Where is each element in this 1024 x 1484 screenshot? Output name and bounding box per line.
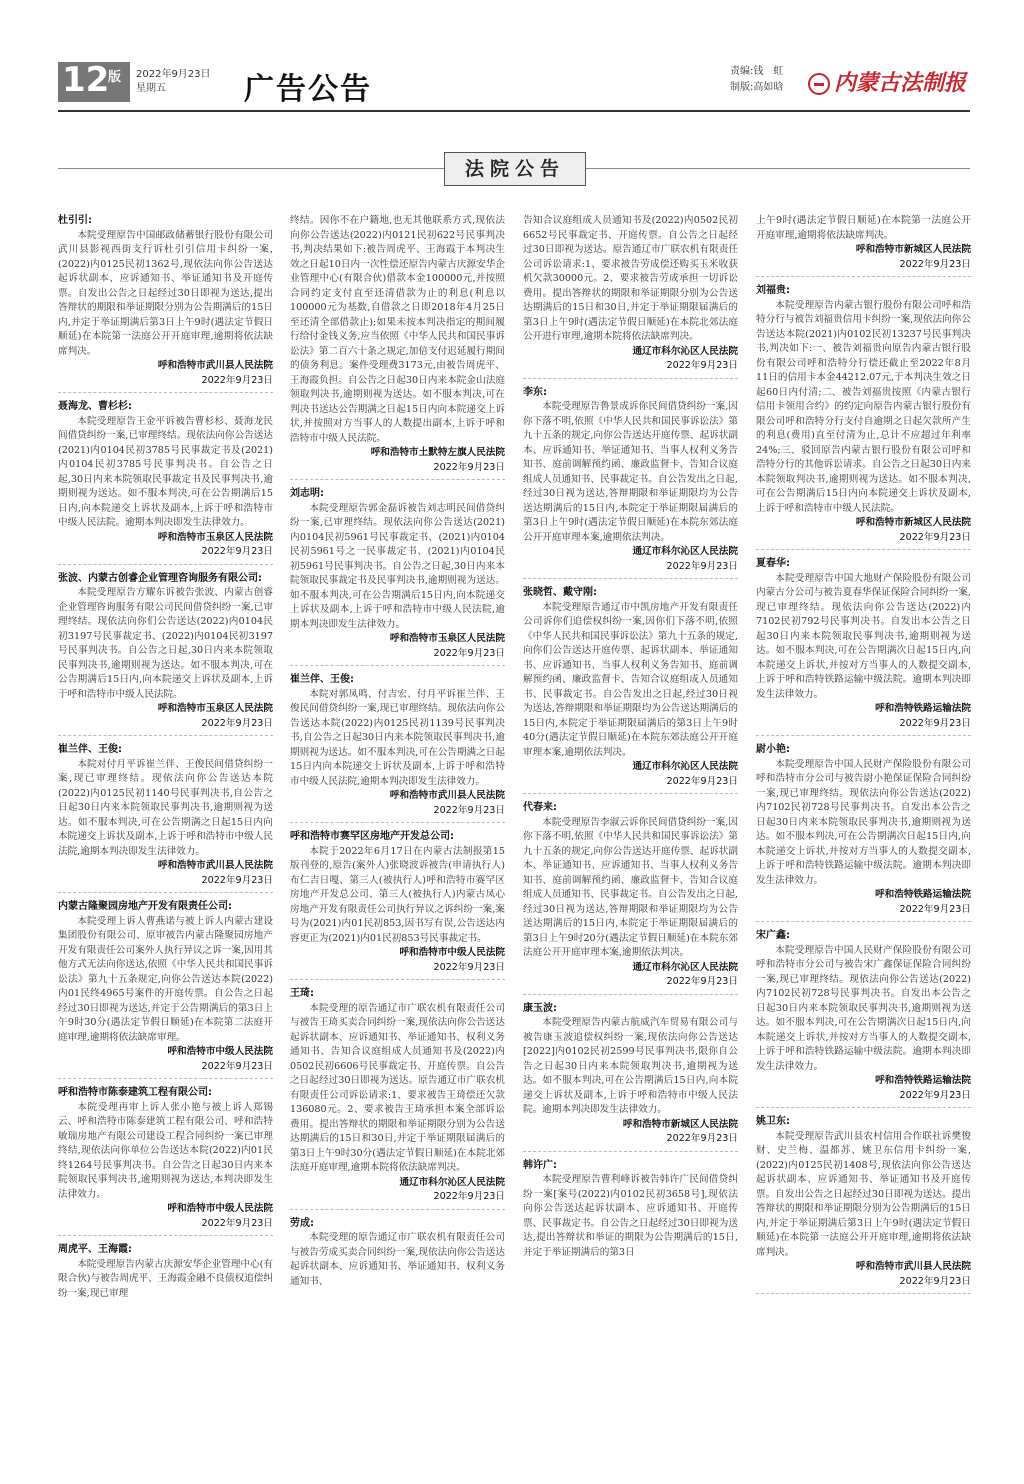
notice-addressee: 宋广鑫: (756, 930, 790, 941)
notice-court: 呼和浩特市新城区人民法院 (855, 244, 971, 255)
notice-addressee: 代春来: (523, 802, 557, 813)
column-3 (523, 214, 738, 1476)
logo-mark-icon (808, 73, 830, 95)
notice-court: 呼和浩特市中级人民法院 (167, 1203, 273, 1214)
court-notice (290, 1217, 505, 1290)
page-number-box (58, 62, 130, 102)
notice-body: 本院受理原告郭金磊诉被告刘志明民间借贷纠纷一案,已审理终结。现依法向你公告送达(2021)内0104民初5961号民事裁定书、(2021)内0104民初5961号之一民事裁定书、(2021)内0104民初5961号民事判决书。自公告之日起,30日内来本院领取民事裁定书及民事判决书,逾期则视为送达。如不服本判决,可在公告期满后15日内,向本院递交上诉状及副本,上诉于呼和浩特市中级人民法院,逾期本判决即发生法律效力。 (290, 502, 505, 630)
notice-court: 呼和浩特市土默特左旗人民法院 (370, 447, 505, 458)
notice-addressee: 崔兰伴、王俊: (290, 674, 354, 685)
notice-date: 2022年9月23日 (433, 461, 505, 473)
notice-date: 2022年9月23日 (433, 804, 505, 816)
notice-court: 呼和浩特市武川县人民法院 (157, 860, 273, 871)
notice-divider (756, 1107, 971, 1109)
notice-court: 呼和浩特铁路运输法院 (875, 889, 971, 900)
notice-addressee: 夏春华: (756, 558, 790, 569)
court-notice (523, 386, 738, 575)
notice-body: 本院对郭凤鸣、付吉宏、付月平诉崔兰伴、王俊民间借贷纠纷一案,现已审理终结。现依法向你公告送达本院(2022)内0125民初1139号民事判决书,自公告之日起30日内来本院领取民事判决书,逾期则视为送达。如不服本判决,可在公告期满之日起15日内向本院递交上诉状及副本,上诉于呼和浩特市中级人民法院,逾期本判决即发生法律效力。 (290, 688, 505, 787)
court-notice (756, 743, 971, 917)
court-notice (756, 557, 971, 731)
notice-date: 2022年9月23日 (201, 717, 273, 729)
notice-court: 呼和浩特市玉泉区人民法院 (157, 703, 273, 714)
newspaper-name: 内蒙古法制报 (834, 70, 967, 96)
producer: 制版:高如晗 (730, 82, 784, 93)
court-notice (523, 214, 738, 374)
notice-body: 本院受理原告内蒙古庆源安华企业管理中心(有限合伙)与被告周虎平、王海霞金融不良债权追偿纠纷一案,现已审理 (58, 1258, 273, 1299)
notice-date: 2022年9月23日 (899, 717, 971, 729)
notice-date: 2022年9月23日 (201, 874, 273, 886)
notice-body: 本院受理上诉人曹燕诺与被上诉人内蒙古建设集团股份有限公司、原审被告内蒙古隆聚园房地产开发有限责任公司案外人执行异议之诉一案,因用其他方式无法向你送达,依照《中华人民共和国民事诉讼法》第九十五条规定,向你公告送达本院(2022)内01民终4965号案件的开庭传票。自公告之日起经过30日即视为送达,并定于公告期满后的第3日上午9时30分(遇法定节假日顺延)在本院第二法庭开庭审理,逾期将依法缺席审理。 (58, 915, 273, 1043)
header-rule (58, 110, 970, 112)
column-2 (290, 214, 505, 1476)
court-notice (290, 987, 505, 1205)
notice-date: 2022年9月23日 (899, 1089, 971, 1101)
court-notice (756, 284, 971, 545)
court-notice (58, 743, 273, 888)
section-title: 广告公告 (244, 72, 372, 107)
notice-divider (290, 479, 505, 481)
court-notice (756, 214, 971, 272)
notice-court: 呼和浩特市新城区人民法院 (855, 517, 971, 528)
notice-court: 呼和浩特市武川县人民法院 (855, 1261, 971, 1272)
notice-addressee: 劳成: (290, 1217, 314, 1229)
notice-divider (290, 665, 505, 667)
notice-court: 通辽市科尔沁区人民法院 (632, 761, 738, 772)
notice-body: 本院于2022年6月17日在内蒙古法制报第15版刊登的,原告(案外人)张晓波诉被告(申请执行人)布仁吉日嘎、第三人(被执行人)呼和浩特市赛罕区房地产开发总公司、第三人(被执行人)内蒙古凤心房地产开发有限责任公司执行异议之诉纠纷一案,案号为(2021)内01民初853,因书写有误,公告送达内容更正为(2021)内01民初853号民事裁定书。 (290, 845, 505, 944)
notice-body: 告知合议庭组成人员通知书及(2022)内0502民初6652号民事裁定书、开庭传票。自公告之日起经过30日即视为送达。原告通辽市广联农机有限责任公司诉讼请求:1、要求被告劳成偿还购买玉米收获机欠款30000元。2、要求被告劳成承担一切诉讼费用。提出答辩状的期限和举证期限分别为公告送达期满后的15日和30日,并定于举证期限届满后的第3日上午9时(遇法定节假日顺延)在本院北郊法庭公开进行审理,逾期本院将依法缺席判决。 (523, 215, 738, 342)
notice-addressee: 呼和浩特市陈泰建筑工程有限公司: (58, 1087, 212, 1098)
notice-divider (523, 994, 738, 996)
notice-addressee: 张波、内蒙古创睿企业管理咨询服务有限公司: (58, 572, 262, 584)
notice-body: 本院受理原告内蒙古银行股份有限公司呼和浩特分行与被告刘福贵信用卡纠纷一案,现依法向你公告送达本院(2021)内0102民初13237号民事判决书,判决如下:一、被告刘福贵向原告内蒙古银行股份有限公司呼和浩特分行偿还截止至2022年8月11日的信用卡本金44212.07元,于本判决生效之日起60日内付清;二、被告刘福贵按照《内蒙古银行信用卡领用合约》的约定向原告内蒙古银行股份有限公司呼和浩特分行支付自逾期之日起欠款所产生的利息(费用)直至付清为止,总计不应超过年利率24%;三、驳回原告内蒙古银行股份有限公司呼和浩特分行的其他诉讼请求。自公告之日起30日内来本院领取判决书,逾期则视为送达。如不服本判决,可在公告期满后15日内向本院递交上诉状及副本,上诉于呼和浩特市中级人民法院。 (756, 299, 971, 514)
notice-divider (756, 921, 971, 923)
notice-divider (756, 1293, 971, 1295)
court-notice (58, 900, 273, 1074)
court-notice (58, 400, 273, 560)
notice-divider (756, 549, 971, 551)
notice-date: 2022年9月23日 (201, 546, 273, 557)
notice-date: 2022年9月23日 (666, 560, 738, 572)
notice-addressee: 王琦: (290, 988, 314, 999)
court-notice (290, 487, 505, 661)
notice-addressee: 李东: (523, 386, 547, 398)
notice-date: 2022年9月23日 (433, 961, 505, 973)
notice-date: 2022年9月23日 (433, 1191, 505, 1202)
issue-weekday: 星期五 (136, 83, 166, 94)
notice-divider (58, 1235, 273, 1237)
notice-body: 本院受理原告通辽市中凯房地产开发有限责任公司诉你们追偿权纠纷一案,因你们下落不明,依照《中华人民共和国民事诉讼法》第九十五条的规定,向你们公告送达开庭传票、起诉状副本、举证通知书、应诉通知书、当事人权利义务告知书、庭前调解预约函、廉政监督卡、告知合议庭组成人员通知书、民事裁定书。自公告发出之日起,经过30日视为送达,答辩期限和举证期限均为公告送达期满后的15日内,本院定于举证期限届满后的第3日上午9时40分(遇法定节假日顺延)在本院东郊法庭公开开庭审理本案,逾期依法判决。 (523, 601, 738, 758)
notice-body: 本院受理原告鲁景成诉你民间借贷纠纷一案,因你下落不明,依照《中华人民共和国民事诉讼法》第九十五条的规定,向你公告送达开庭传票、起诉状副本、应诉通知书、举证通知书、当事人权利义务告知书、庭前调解预约函、廉政监督卡、告知合议庭组成人员通知书、民事裁定书。自公告发出之日起,经过30日视为送达,答辩期限和举证期限均为公告送达期满后的15日内,本院定于举证期限届满后的第3日上午9时(遇法定节假日顺延)在本院东郊法庭公开开庭审理本案,逾期依法判决。 (523, 401, 738, 543)
notice-body: 本院受理再审上诉人张小艳与被上诉人郑锡云、呼和浩特市陈泰建筑工程有限公司、呼和浩特敏瑞房地产有限公司建设工程合同纠纷一案已审理终结,现依法向你单位公告送达本院(2022)内01民终1264号民事判决书。自公告之日起30日内来本院领取民事判决书,逾期则视为送达,本判决即发生法律效力。 (58, 1101, 273, 1200)
issue-date-block (136, 68, 211, 96)
notice-body: 本院受理原告曹利峰诉被告韩许广民间借贷纠纷一案[案号(2022)内0102民初3658号],现依法向你公告送达起诉状副本、应诉通知书、开庭传票、民事裁定书。自公告之日起经过30日即视为送达,提出答辩状和举证的期限为公告期满后的15日,并定于举证期满后的第3日 (523, 1174, 738, 1258)
notice-court: 呼和浩特市武川县人民法院 (157, 360, 273, 371)
court-notice (58, 572, 273, 732)
page-header (58, 62, 970, 106)
notice-court: 呼和浩特市中级人民法院 (167, 1046, 273, 1057)
notice-date: 2022年9月23日 (899, 258, 971, 270)
court-notice (58, 1086, 273, 1231)
court-notice (523, 801, 738, 990)
notice-date: 2022年9月23日 (433, 647, 505, 659)
notice-addressee: 姚卫东: (756, 1116, 790, 1127)
court-notice (523, 1159, 738, 1261)
page-label: 版 (108, 70, 122, 85)
notice-date: 2022年9月23日 (666, 976, 738, 987)
notice-court: 呼和浩特市中级人民法院 (399, 947, 505, 958)
notice-divider (58, 392, 273, 394)
notice-body: 本院受理原告内蒙古航威汽车贸易有限公司与被告康玉波追偿权纠纷一案,现依法向你公告送达[2022]内0102民初2599号民事判决书,限你自公告之日起30日内来本院领取判决书,逾期视为送达。如不服本判决,可在公告期满后15日内,向本院递交上诉状及副本,上诉于呼和浩特市中级人民法院。逾期本判决即发生法律效力。 (523, 1017, 738, 1115)
court-notice (58, 1243, 273, 1301)
notice-body: 本院受理原告武川县农村信用合作联社诉樊俊财、史兰梅、温都苏、姚卫东信用卡纠纷一案,(2022)内0125民初1408号,现依法向你公告送达起诉状副本、应诉通知书、举证通知书及开庭传票。自发出公告之日起经过30日即视为送达。提出答辩状的期限和举证期限分别为公告期满后的15日内,并定于举证期满后第3日上午9时(遇法定节假日顺延)在本院第一法庭公开开庭审理,逾期将依法缺席判决。 (756, 1130, 971, 1258)
notice-body: 上午9时(遇法定节假日顺延)在本院第一法庭公开开庭审理,逾期将依法缺席判决。 (756, 215, 971, 241)
banner-line-right (586, 168, 970, 169)
notice-body: 本院对付月平诉崔兰伴、王俊民间借贷纠纷一案,现已审理终结。现依法向你公告送达本院(2022)内0125民初1140号民事判决书,自公告之日起30日内来本院领取民事判决书,逾期则视为送达。如不服本判决,可在公告期满之日起15日内向本院递交上诉状及副本,上诉于呼和浩特市中级人民法院,逾期本判决即发生法律效力。 (58, 758, 273, 857)
notice-divider (523, 378, 738, 380)
notice-addressee: 周虎平、王海霞: (58, 1244, 132, 1255)
court-notice (290, 214, 505, 475)
newspaper-logo (808, 66, 966, 97)
notice-body: 本院受理原告王金平诉被告曹杉杉、聂海龙民间借贷纠纷一案,已审理终结。现依法向你公告送达(2021)内0104民初3785号民事裁定书及(2021)内0104民初3785号民事判决书。自公告之日起,30日内来本院领取民事裁定书及民事判决书,逾期则视为送达。如不服本判决,可在公告期满后15日内,向本院递交上诉状及副本,上诉于呼和浩特市中级人民法院。逾期本判决即发生法律效力。 (58, 415, 273, 528)
court-notice (58, 214, 273, 388)
credits (730, 64, 783, 96)
notice-date: 2022年9月23日 (666, 775, 738, 787)
notice-court: 呼和浩特市新城区人民法院 (622, 1118, 738, 1130)
notice-addressee: 刘福贵: (756, 285, 790, 296)
notice-body: 本院受理原告中国大地财产保险股份有限公司内蒙古分公司与被告夏春华保证保险合同纠纷一案,现已审理终结。现依法向你公告送达(2022)内7102民初792号民事判决书。自发出本公告之日起30日内来本院领取民事判决书,逾期则视为送达。如不服本判决,可在公告期满次日起15日内,向本院递交上诉状,并按对方当事人的人数提交副本,上诉于呼和浩特铁路运输中级法院。逾期本判决即发生法律效力。 (756, 572, 971, 700)
notice-body: 本院受理原告中国邮政储蓄银行股份有限公司武川县影视西街支行诉杜引引信用卡纠纷一案,(2022)内0125民初1362号,现依法向你公告送达起诉状副本、应诉通知书、举证通知书及开庭传票。自发出公告之日起经过30日即视为送达,提出答辩状的期限和举证期限分别为公告期满后的15日内,并定于举证期满后第3日上午9时(遇法定节假日顺延)在本院第一法庭公开开庭审理,逾期将依法缺席判决。 (58, 229, 273, 357)
notice-court: 呼和浩特市武川县人民法院 (389, 790, 505, 801)
court-notice (756, 929, 971, 1103)
notice-date: 2022年9月23日 (201, 1060, 273, 1072)
notice-court: 呼和浩特铁路运输法院 (875, 1075, 971, 1086)
notice-divider (523, 1151, 738, 1153)
notice-divider (756, 735, 971, 737)
notice-addressee: 刘志明: (290, 488, 324, 499)
court-notice (523, 586, 738, 789)
notice-addressee: 张晓哲、戴守刚: (523, 587, 597, 598)
notice-date: 2022年9月23日 (666, 1133, 738, 1144)
court-notice (756, 1115, 971, 1289)
notice-divider (523, 578, 738, 580)
notice-addressee: 呼和浩特市赛罕区房地产开发总公司: (290, 831, 454, 842)
notice-addressee: 尉小艳: (756, 744, 790, 755)
notice-date: 2022年9月23日 (666, 360, 738, 371)
notice-date: 2022年9月23日 (899, 1275, 971, 1287)
notice-addressee: 内蒙古隆聚园房地产开发有限责任公司: (58, 901, 232, 912)
notice-court: 呼和浩特市玉泉区人民法院 (389, 633, 505, 644)
notice-body: 本院受理原告李淑云诉你民间借贷纠纷一案,因你下落不明,依照《中华人民共和国民事诉讼法》第九十五条的规定,向你公告送达开庭传票、起诉状副本、举证通知书、应诉通知书、当事人权利义务告知书、庭前调解预约函、廉政监督卡、告知合议庭组成人员通知书、民事裁定书。自公告发出之日起,经过30日视为送达,答辩期限和举证期限均为公告送达期满后的15日内,本院定于举证期限届满后的第3日上午9时20分(遇法定节假日顺延)在本院东郊法庭公开开庭审理本案,逾期依法判决。 (523, 816, 738, 958)
notice-court: 通辽市科尔沁区人民法院 (632, 546, 738, 557)
notice-addressee: 聂海龙、曹杉杉: (58, 401, 132, 412)
notice-divider (756, 276, 971, 278)
notice-addressee: 康玉波: (523, 1002, 557, 1014)
notice-date: 2022年9月23日 (899, 903, 971, 915)
court-notice (523, 1002, 738, 1147)
page-number: 12 (62, 60, 110, 100)
notice-court: 通辽市科尔沁区人民法院 (632, 961, 738, 973)
notice-date: 2022年9月23日 (201, 1217, 273, 1229)
notice-divider (290, 1209, 505, 1211)
notice-addressee: 韩许广: (523, 1159, 557, 1171)
banner-title: 法院公告 (444, 152, 586, 186)
notice-divider (58, 735, 273, 737)
banner-line-left (58, 168, 444, 169)
court-notice (290, 673, 505, 818)
notice-date: 2022年9月23日 (201, 374, 273, 386)
notice-divider (58, 1078, 273, 1080)
column-1 (58, 214, 273, 1476)
notice-addressee: 杜引引: (58, 215, 92, 226)
court-notice (290, 830, 505, 975)
column-4 (756, 214, 971, 1476)
notice-divider (290, 822, 505, 824)
editor: 责编:钱 虹 (730, 66, 784, 77)
notice-body: 本院受理原告方耀东诉被告张波、内蒙古创睿企业管理咨询服务有限公司民间借贷纠纷一案,已审理终结。现依法向你们公告送达(2022)内0104民初3197号民事裁定书、(2022)内0104民初3197号民事判决书。自公告之日起,30日内来本院领取民事判决书,逾期则视为送达。如不服本判决,可在公告期满后15日内,向本院递交上诉状及副本,上诉于呼和浩特市中级人民法院。 (58, 587, 273, 700)
notice-body: 本院受理的原告通辽市广联农机有限责任公司与被告劳成买卖合同纠纷一案,现依法向你公告送达起诉状副本、应诉通知书、举证通知书、权利义务通知书、 (290, 1232, 505, 1287)
notice-body: 终结。因你不在户籍地,也无其他联系方式,现依法向你公告送达(2022)内0121民初622号民事判决书,判决结果如下:被告周虎平、王海霞于本判决生效之日起10日内一次性偿还原告内蒙古庆源安华企业管理中心(有限合伙)借款本金100000元,并按照合同约定支付直至还清借款为止的利息(利息以100000元为基数,自借款之日即2018年4月25日至还清全部借款止);如果未按本判决指定的期间履行给付金钱义务,应当依照《中华人民共和国民事诉讼法》第二百六十条之规定,加倍支付迟延履行期间的债务利息。案件受理费3173元,由被告周虎平、王海霞负担。自公告之日起30日内来本院金山法庭领取判决书,逾期则视为送达。如不服本判决,可在判决书送达公告期满之日起15日内向本院递交上诉状,并按照对方当事人的人数提出副本,上诉于呼和浩特市中级人民法院。 (290, 215, 505, 444)
notice-court: 通辽市科尔沁区人民法院 (632, 345, 738, 357)
notice-court: 呼和浩特市玉泉区人民法院 (157, 531, 273, 543)
notice-body: 本院受理的原告通辽市广联农机有限责任公司与被告王琦买卖合同纠纷一案,现依法向你公告送达起诉状副本、应诉通知书、举证通知书、权利义务通知书、告知合议庭组成人员通知书及(2022)内0502民初6606号民事裁定书、开庭传票。自公告之日起经过30日即视为送达。原告通辽市广联农机有限责任公司诉讼请求:1、要求被告王琦偿还欠款136080元。2、要求被告王琦承担本案全部诉讼费用。提出答辩状的期限和举证期限分别为公告送达期满后的15日和30日,并定于举证期限届满后的第3日上午9时30分(遇法定节假日顺延)在本院北郊法庭开庭审理,逾期本院将依法缺席判决。 (290, 1002, 505, 1173)
notice-divider (523, 793, 738, 795)
notice-date: 2022年9月23日 (899, 531, 971, 543)
notice-court: 呼和浩特铁路运输法院 (875, 703, 971, 714)
notice-body: 本院受理原告中国人民财产保险股份有限公司呼和浩特市分公司与被告尉小艳保证保险合同纠纷一案,现已审理终结。现依法向你公告送达(2022)内7102民初728号民事判决书。自发出本公告之日起30日内来本院领取民事判决书,逾期则视为送达。如不服本判决,可在公告期满次日起15日内,向本院递交上诉状,并按对方当事人的人数提交副本,上诉于呼和浩特铁路运输中级法院。逾期本判决即发生法律效力。 (756, 758, 971, 886)
section-banner (58, 152, 970, 186)
notice-divider (58, 564, 273, 566)
notice-addressee: 崔兰伴、王俊: (58, 744, 122, 755)
notice-divider (290, 979, 505, 981)
notice-divider (58, 892, 273, 894)
issue-date: 2022年9月23日 (136, 69, 211, 80)
notice-court: 通辽市科尔沁区人民法院 (399, 1176, 505, 1188)
notice-body: 本院受理原告中国人民财产保险股份有限公司呼和浩特市分公司与被告宋广鑫保证保险合同纠纷一案,现已审理终结。现依法向你公告送达(2022)内7102民初728号民事判决书。自发出本公告之日起30日内来本院领取民事判决书,逾期则视为送达。如不服本判决,可在公告期满次日起15日内,向本院递交上诉状,并按对方当事人的人数提交副本,上诉于呼和浩特铁路运输中级法院。逾期本判决即发生法律效力。 (756, 944, 971, 1072)
